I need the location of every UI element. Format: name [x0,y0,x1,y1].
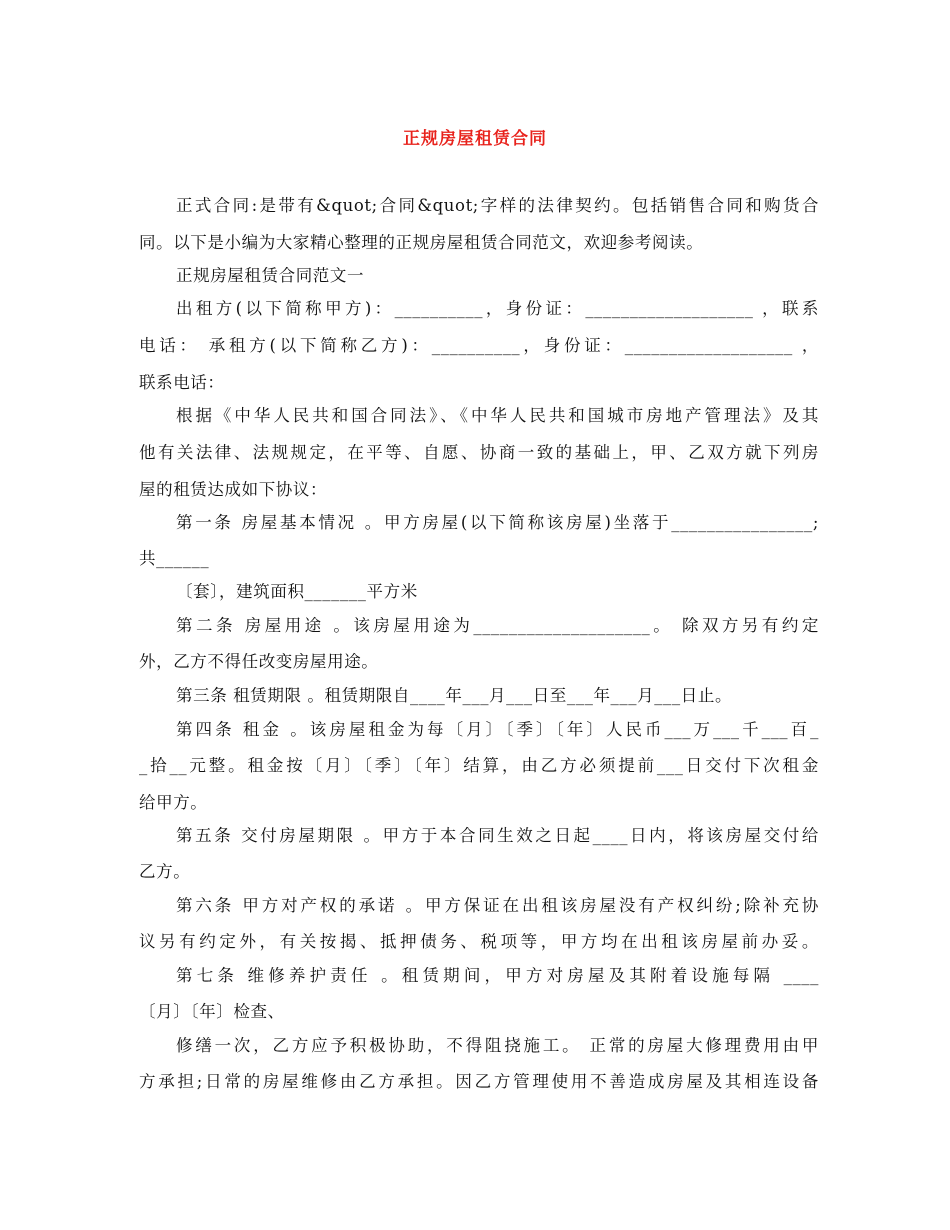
article-1-line: 〔套〕，建筑面积_______平方米 [176,582,418,601]
article-7-line: 第七条 维修养护责任 。租赁期间，甲方对房屋及其附着设施每隔 ____ [176,966,819,985]
article-6-line: 第六条 甲方对产权的承诺 。甲方保证在出租该房屋没有产权纠纷;除补充协 [176,896,819,915]
paragraph-line: 正式合同:是带有&quot;合同&quot;字样的法律契约。包括销售合同和购货合 [176,196,819,215]
section-heading: 正规房屋租赁合同范文一 [176,266,365,285]
article-1-line: 共______ [139,549,210,568]
article-4-line: 第四条 租金 。该房屋租金为每〔月〕〔季〕〔年〕人民币___万___千___百_ [176,720,819,739]
paragraph-line: 他有关法律、法规规定，在平等、自愿、协商一致的基础上，甲、乙双方就下列房 [139,443,819,462]
article-5-line: 乙方。 [139,862,191,881]
article-7-line: 方承担;日常的房屋维修由乙方承担。因乙方管理使用不善造成房屋及其相连设备 [139,1072,819,1091]
paragraph-line: 屋的租赁达成如下协议： [139,480,328,499]
paragraph-line: 联系电话： [139,373,225,392]
paragraph-line: 电话： 承租方(以下简称乙方)：__________，身份证：___________________ ， [139,336,819,355]
article-4-line: 给甲方。 [139,793,208,812]
paragraph-line: 同。以下是小编为大家精心整理的正规房屋租赁合同范文，欢迎参考阅读。 [139,233,704,252]
article-1-line: 第一条 房屋基本情况 。甲方房屋(以下简称该房屋)坐落于________________; [176,513,819,532]
article-7-line: 修缮一次，乙方应予积极协助，不得阻挠施工。 正常的房屋大修理费用由甲 [176,1036,819,1055]
article-7-line: 〔月〕〔年〕检查、 [139,1002,285,1021]
article-5-line: 第五条 交付房屋期限 。甲方于本合同生效之日起____日内，将该房屋交付给 [176,826,819,845]
paragraph-line: 出租方(以下简称甲方)：__________，身份证：___________________ ，联系 [176,299,819,318]
article-2-line: 第二条 房屋用途 。该房屋用途为____________________。 除双方另有约定 [176,616,819,635]
paragraph-line: 根据《中华人民共和国合同法》、《中华人民共和国城市房地产管理法》及其 [176,406,819,425]
article-3-line: 第三条 租赁期限 。租赁期限自____年___月___日至___年___月___日止。 [176,686,733,705]
page-title: 正规房屋租赁合同 [403,129,547,149]
article-4-line: _拾__元整。租金按〔月〕〔季〕〔年〕结算，由乙方必须提前___日交付下次租金 [139,756,819,775]
article-2-line: 外，乙方不得任改变房屋用途。 [139,652,379,671]
article-6-line: 议另有约定外，有关按揭、抵押债务、税项等，甲方均在出租该房屋前办妥。 [139,932,819,951]
